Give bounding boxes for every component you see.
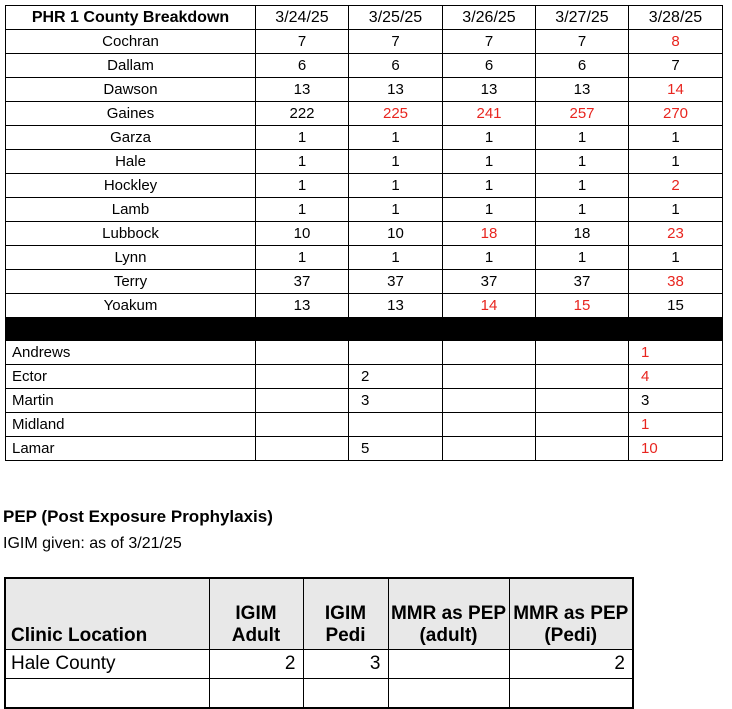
pep-value-cell: 2 [509,650,633,679]
county-name-cell: Dallam [6,54,256,78]
county-value-cell: 7 [349,30,443,54]
date-column-header: 3/26/25 [443,6,536,30]
black-divider-row [6,318,723,341]
county-value-cell: 13 [256,294,349,318]
county-value-cell: 1 [443,150,536,174]
county-name-cell: Gaines [6,102,256,126]
county-value-cell: 13 [256,78,349,102]
county-table-title: PHR 1 County Breakdown [6,6,256,30]
county-value-cell: 38 [629,270,723,294]
county-value-cell: 14 [443,294,536,318]
pep-value-cell [509,679,633,709]
pep-table-row [5,679,633,709]
county-value-cell: 18 [536,222,629,246]
county-value-cell: 7 [256,30,349,54]
county-value-cell: 7 [536,30,629,54]
county-value-cell: 1 [443,174,536,198]
county-value-cell: 1 [349,174,443,198]
county-value-cell: 1 [629,126,723,150]
county-row [6,294,723,318]
county-row [6,198,723,222]
extra-county-row [6,341,723,365]
county-name-cell: Lamar [6,437,256,461]
pep-value-cell [303,679,388,709]
divider-cell [349,318,443,341]
county-value-cell: 37 [349,270,443,294]
county-value-cell: 13 [349,78,443,102]
pep-value-cell [388,650,509,679]
county-value-cell: 1 [536,150,629,174]
pep-column-header: MMR as PEP (adult) [388,578,509,650]
county-value-cell: 1 [536,198,629,222]
county-value-cell: 1 [443,126,536,150]
date-column-header: 3/28/25 [629,6,723,30]
pep-value-cell [388,679,509,709]
pep-section-heading: PEP (Post Exposure Prophylaxis) [3,507,273,526]
pep-table-header-row [5,578,633,650]
county-value-cell [443,341,536,365]
county-value-cell [349,341,443,365]
county-value-cell [443,365,536,389]
county-value-cell: 37 [443,270,536,294]
county-name-cell: Garza [6,126,256,150]
county-value-cell [443,389,536,413]
clinic-location-cell [5,679,209,709]
date-column-header: 3/25/25 [349,6,443,30]
county-value-cell: 6 [536,54,629,78]
county-name-cell: Martin [6,389,256,413]
county-value-cell: 1 [443,198,536,222]
county-value-cell: 1 [629,341,723,365]
pep-table-container [4,577,634,709]
county-value-cell [256,437,349,461]
county-value-cell: 225 [349,102,443,126]
county-value-cell: 5 [349,437,443,461]
county-value-cell: 1 [349,198,443,222]
county-value-cell: 1 [536,246,629,270]
county-value-cell: 13 [349,294,443,318]
county-row [6,222,723,246]
county-value-cell [256,365,349,389]
county-value-cell: 6 [443,54,536,78]
county-value-cell [536,413,629,437]
county-value-cell: 2 [349,365,443,389]
county-name-cell: Hale [6,150,256,174]
county-value-cell: 1 [629,198,723,222]
county-row [6,102,723,126]
county-value-cell: 1 [256,246,349,270]
county-breakdown-table-container [5,5,723,461]
county-value-cell: 23 [629,222,723,246]
date-column-header: 3/24/25 [256,6,349,30]
county-name-cell: Ector [6,365,256,389]
county-value-cell: 3 [349,389,443,413]
county-name-cell: Midland [6,413,256,437]
county-value-cell: 1 [256,150,349,174]
county-name-cell: Lynn [6,246,256,270]
county-value-cell: 1 [256,198,349,222]
county-value-cell: 13 [536,78,629,102]
extra-county-row [6,389,723,413]
county-value-cell: 241 [443,102,536,126]
pep-section-subheading: IGIM given: as of 3/21/25 [3,535,182,552]
county-value-cell: 6 [256,54,349,78]
county-row [6,78,723,102]
county-value-cell: 1 [349,246,443,270]
county-value-cell [256,413,349,437]
pep-column-header: Clinic Location [5,578,209,650]
divider-cell [536,318,629,341]
county-row [6,126,723,150]
county-value-cell [443,413,536,437]
county-value-cell: 10 [629,437,723,461]
county-value-cell [256,341,349,365]
county-name-cell: Yoakum [6,294,256,318]
county-value-cell: 4 [629,365,723,389]
clinic-location-cell: Hale County [5,650,209,679]
county-row [6,150,723,174]
county-value-cell: 15 [536,294,629,318]
county-row [6,174,723,198]
county-value-cell: 37 [256,270,349,294]
divider-cell [629,318,723,341]
county-value-cell [349,413,443,437]
county-value-cell: 1 [256,174,349,198]
county-value-cell [536,365,629,389]
county-row [6,30,723,54]
county-value-cell: 257 [536,102,629,126]
divider-cell [6,318,256,341]
pep-value-cell [209,679,303,709]
county-value-cell: 1 [629,150,723,174]
county-row [6,54,723,78]
county-value-cell: 1 [256,126,349,150]
county-value-cell [536,437,629,461]
county-value-cell: 18 [443,222,536,246]
county-name-cell: Cochran [6,30,256,54]
pep-table-row [5,650,633,679]
county-value-cell: 1 [349,126,443,150]
county-value-cell: 2 [629,174,723,198]
date-column-header: 3/27/25 [536,6,629,30]
county-value-cell: 37 [536,270,629,294]
county-value-cell: 1 [629,413,723,437]
county-value-cell: 8 [629,30,723,54]
county-name-cell: Lubbock [6,222,256,246]
county-value-cell: 14 [629,78,723,102]
county-name-cell: Lamb [6,198,256,222]
county-table-header-row [6,6,723,30]
county-value-cell: 222 [256,102,349,126]
county-value-cell: 15 [629,294,723,318]
county-value-cell [256,389,349,413]
county-value-cell: 3 [629,389,723,413]
county-value-cell: 10 [349,222,443,246]
county-value-cell: 6 [349,54,443,78]
pep-value-cell: 2 [209,650,303,679]
county-name-cell: Hockley [6,174,256,198]
county-value-cell: 1 [629,246,723,270]
county-value-cell: 1 [536,174,629,198]
county-value-cell: 270 [629,102,723,126]
county-name-cell: Dawson [6,78,256,102]
county-value-cell [443,437,536,461]
county-breakdown-table [5,5,723,461]
county-value-cell [536,389,629,413]
pep-column-header: IGIM Pedi [303,578,388,650]
pep-column-header: MMR as PEP (Pedi) [509,578,633,650]
county-value-cell: 7 [443,30,536,54]
county-value-cell: 7 [629,54,723,78]
county-row [6,246,723,270]
county-name-cell: Terry [6,270,256,294]
pep-value-cell: 3 [303,650,388,679]
county-value-cell [536,341,629,365]
extra-county-row [6,437,723,461]
divider-cell [443,318,536,341]
county-value-cell: 1 [536,126,629,150]
county-row [6,270,723,294]
county-name-cell: Andrews [6,341,256,365]
county-value-cell: 1 [349,150,443,174]
extra-county-row [6,413,723,437]
county-value-cell: 10 [256,222,349,246]
county-value-cell: 1 [443,246,536,270]
extra-county-row [6,365,723,389]
pep-table [4,577,634,709]
pep-column-header: IGIM Adult [209,578,303,650]
divider-cell [256,318,349,341]
county-value-cell: 13 [443,78,536,102]
